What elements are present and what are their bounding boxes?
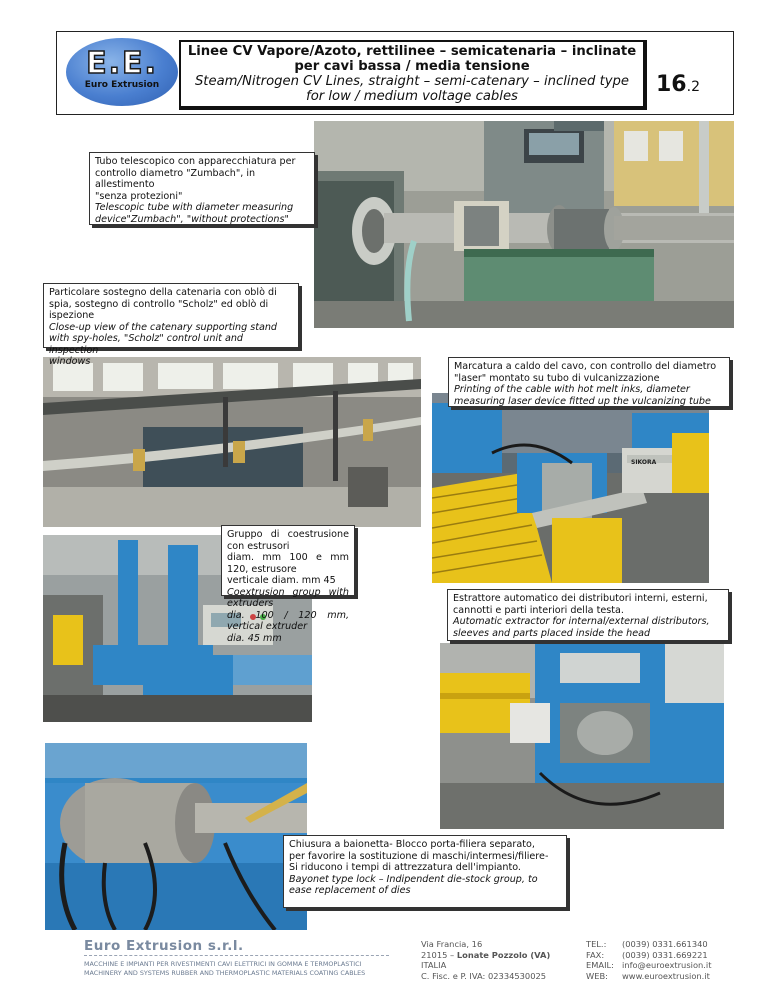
- caption-text-it: Estrattore automatico dei distributori interni, esterni,: [453, 593, 708, 604]
- caption-extractor: [447, 589, 729, 641]
- sikora-label: SIKORA: [631, 459, 657, 466]
- caption-text-en: dia. 100 / 120 mm, vertical extruder: [227, 609, 349, 632]
- caption-text-en: Printing of the cable with hot melt inks, diameter: [454, 384, 690, 395]
- caption-text-it: Marcatura a caldo del cavo, con controllo del diametro: [454, 361, 717, 372]
- photo-catenary-line: [43, 357, 421, 527]
- title-line-3: Steam/Nitrogen CV Lines, straight – semi-catenary – inclined type: [194, 74, 630, 89]
- photo-bayonet-lock: [45, 743, 307, 930]
- caption-text-it: Si riducono i tempi di attrezzatura dell'impianto.: [289, 862, 521, 873]
- photo-hot-marking: [432, 393, 709, 583]
- caption-coextrusion: [221, 525, 355, 644]
- caption-hot-marking: [448, 357, 730, 407]
- caption-text-en: Close-up view of the catenary supporting stand: [49, 321, 278, 333]
- caption-text-it: per favorire la sostituzione di maschi/intermesi/filiere-: [289, 850, 549, 862]
- title-box: [179, 40, 647, 110]
- tel-label: TEL.:: [586, 939, 607, 949]
- photo-automatic-extractor: [440, 643, 724, 829]
- caption-text-it: "laser" montato su tubo di vulcanizzazione: [454, 372, 660, 384]
- web-label: WEB:: [586, 970, 608, 981]
- caption-text-en: Automatic extractor for internal/external distributors,: [453, 616, 710, 627]
- caption-text-it: "senza protezioni": [95, 190, 183, 202]
- logo-mark: E.E.: [86, 46, 158, 81]
- address-city: Lonate Pozzolo (VA): [456, 949, 551, 960]
- footer-address: [421, 939, 550, 981]
- page-number: [656, 72, 700, 97]
- page-number-minor: .2: [686, 79, 700, 95]
- caption-text-en: sleeves and parts placed inside the head: [453, 627, 651, 639]
- caption-text-it: cannotti e parti interiori della testa.: [453, 604, 624, 616]
- footer-contact-labels: [586, 939, 614, 981]
- logo-name: Euro Extrusion: [84, 80, 160, 90]
- address-city-prefix: 21015 –: [421, 949, 457, 960]
- caption-text-it: diam. mm 100 e mm 120, estrusore: [227, 552, 349, 575]
- footer-divider: [84, 955, 389, 956]
- title-line-1: Linee CV Vapore/Azoto, rettilinee – semicatenaria – inclinate: [187, 44, 637, 59]
- caption-text-it: Gruppo di coestrusione con estrusori: [227, 529, 349, 552]
- email-label: EMAIL:: [586, 960, 614, 970]
- fax-label: FAX:: [586, 949, 605, 960]
- footer-tagline-en: MACHINERY AND SYSTEMS RUBBER AND THERMOPLASTIC MATERIALS COATING CABLES: [84, 969, 366, 977]
- caption-text-en: with spy-holes, "Scholz" control unit and inspection: [49, 333, 243, 356]
- caption-text-it: ispezione: [49, 310, 95, 321]
- caption-text-it: Chiusura a baionetta- Blocco porta-filiera separato,: [289, 839, 535, 850]
- caption-text-en: device"Zumbach", "without protections": [95, 213, 289, 225]
- caption-text-it: controllo diametro "Zumbach", in allestimento: [95, 167, 256, 190]
- caption-text-en: Telescopic tube with diameter measuring: [95, 202, 294, 213]
- caption-text-en: measuring laser device fitted up the vulcanizing tube: [454, 395, 711, 407]
- photo-telescopic-tube: [314, 121, 734, 328]
- footer-company-name: Euro Extrusion s.r.l.: [84, 938, 244, 954]
- caption-text-en: Bayonet type lock – Indipendent die-stock group, to: [289, 873, 538, 885]
- address-street: Via Francia, 16: [421, 939, 483, 949]
- address-country: ITALIA: [421, 960, 447, 970]
- caption-text-it: Tubo telescopico con apparecchiatura per: [95, 156, 296, 167]
- caption-text-it: verticale diam. mm 45: [227, 575, 336, 586]
- email-link[interactable]: info@euroextrusion.it: [622, 960, 712, 970]
- title-line-2: per cavi bassa / media tensione: [294, 59, 530, 74]
- caption-telescopic-tube: [89, 152, 315, 225]
- caption-text-it: Particolare sostegno della catenaria con oblò di: [49, 287, 277, 298]
- page-number-major: 16: [656, 72, 687, 97]
- tel-value: (0039) 0331.661340: [622, 939, 708, 949]
- footer-contact-values: [622, 939, 711, 981]
- address-tax-code: C. Fisc. e P. IVA: 02334530025: [421, 970, 547, 981]
- fax-value: (0039) 0331.669221: [622, 949, 708, 960]
- caption-text-it: spia, sostegno di controllo "Scholz" ed oblò di: [49, 298, 269, 310]
- caption-text-en: dia. 45 mm: [227, 632, 282, 644]
- title-line-4: for low / medium voltage cables: [306, 89, 518, 104]
- caption-text-en: Coextrusion group with extruders: [227, 586, 349, 609]
- caption-text-en: ease replacement of dies: [289, 885, 411, 896]
- caption-catenary-stand: [43, 283, 299, 367]
- caption-text-en: windows: [49, 356, 91, 367]
- address-city-line: [421, 950, 550, 961]
- footer-tagline-it: MACCHINE E IMPIANTI PER RIVESTIMENTI CAVI ELETTRICI IN GOMMA E TERMOPLASTICI: [84, 960, 362, 968]
- web-link[interactable]: www.euroextrusion.it: [622, 970, 710, 981]
- caption-bayonet-lock: [283, 835, 567, 908]
